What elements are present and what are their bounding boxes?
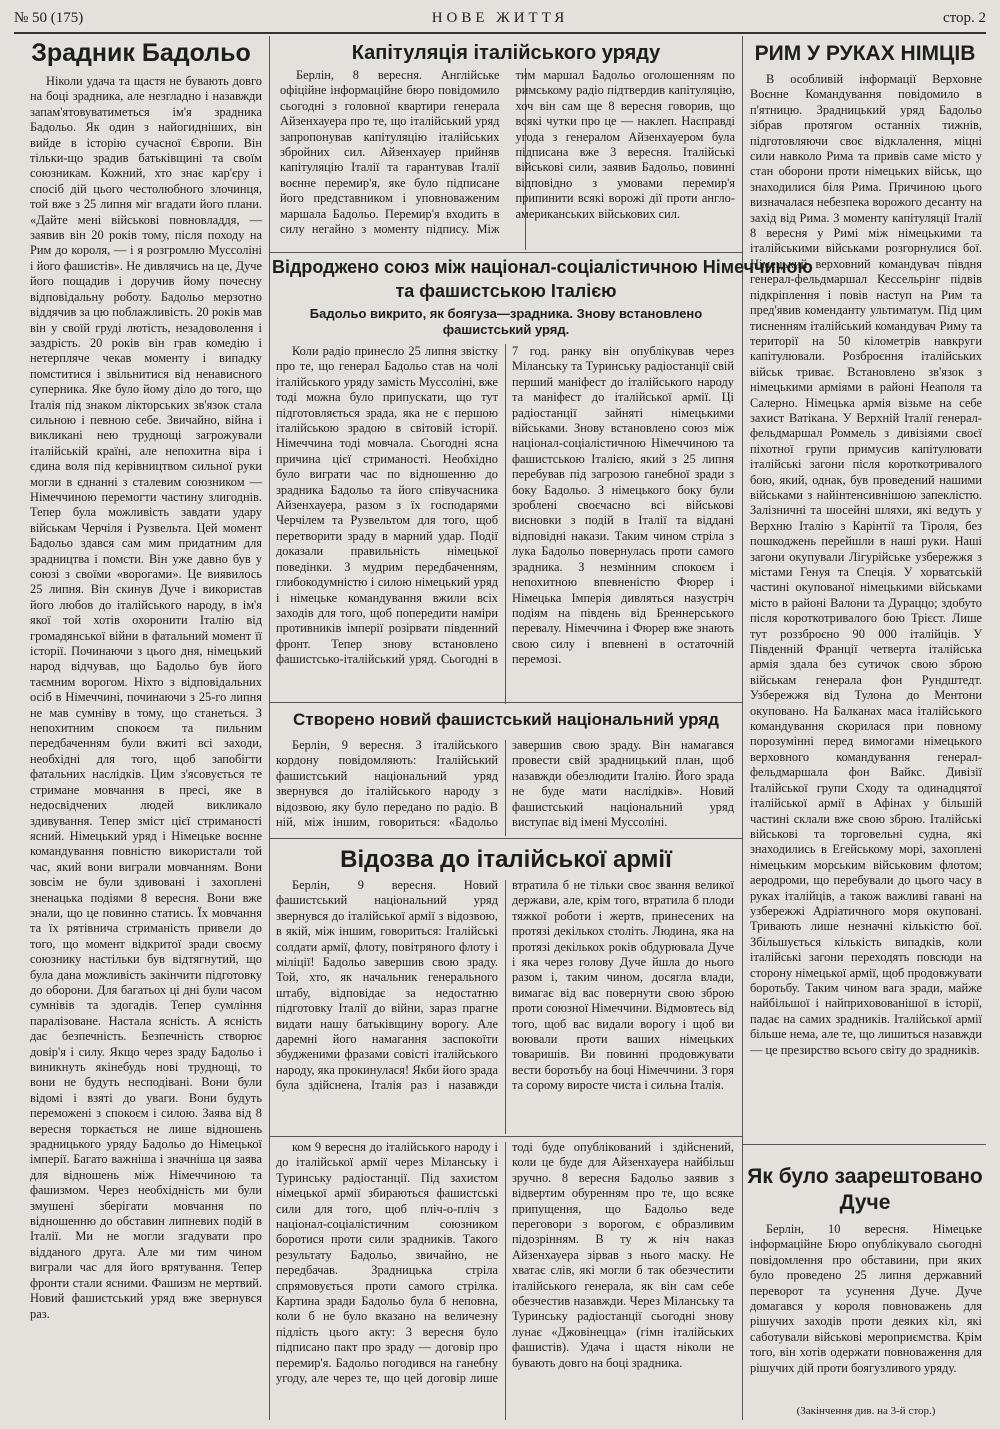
page-number: стор. 2 [942,10,986,26]
article-title-arrest-2: Дуче [839,1191,891,1214]
article-title-rome: РИМ У РУКАХ НІМЦІВ [754,42,976,65]
article-title-alliance-2: та фашистською Італією [395,281,617,301]
column-rule [269,36,270,1420]
article-body-new-government [276,738,734,836]
article-body-capitulation [280,68,735,250]
article-body-rome [750,72,982,1144]
article-title-arrest-1: Як було заарештовано [747,1165,983,1188]
article-text: Коли радіо принесло 25 липня звістку про те, що генерал Бадольо став на чолі італійського уряду замість Муссоліні, вже тоді можна було припускати, що тут підготовляється зрада, яка не є першою італійською зрадою в світовій історії. Німеччина тоді мовчала. Сьогодні ясна причина цієї стриманості. Необхідно було виграти час по відношенню до зрадника Бадольо та його співучасника Айзенхауера, разом з їх господарями Черчілем та Рузвельтом для того, щоб перетворити зраду в марний удар. Події доказали правильність німецької поведінки. З мудрим передбаченням, глибокодумністю і силою німецький уряд і німецьке командування вжили всіх заходів для того, щоб попередити наміри противників імперії розірвати південний фронт. Тепер знову встановлено фашистсько-італійський уряд. Сьогодні в 7 год. ранку він опублікував через Міланську та Туринську радіостанції свій перший маніфест до італійського народу та маніфест до італійської армії. Ці радіостанції зайняті німецькими військами. Знову встановлено союз між націонал-соціалістичною Німеччиною та фашистською Італією, який з 25 липня перебував під загрозою ганебної зради з боку Бадольо. З німецького боку були зроблені своєчасно всі військові висновки з подій в Італії та віддані відповідні накази. Таким чином стріла з лука Бадольо повернулась проти самого зрадника. З незмінним спокоєм і непохитною впевненістю Фюрер і Німецька Імперія дивляться назустріч подіям на південь від Бреннерського перевалу. Німеччина і Фюрер вже знають свою силу і впевнені в остаточній перемозі. [276,344,734,667]
article-text: Ніколи удача та щастя не бувають довго на боці зрадника, але незгладно і назавжди запам'ятовуватиметься ім'я зрадника Бадольо. Як один з найогидніших, він вийде в історію сучасної Європи. Він тільки-що зрадив батьківщині та своїм союзникам. Кожний, хто знає кар'єру і спосіб дій цього честолюбного злочинця, той вже з 25 липня міг вгадати його плани. «Дайте мені військові повновладдя, — заявив він 20 років тому, після походу на Рим до короля, — і я розгромлю Муссоліні і його фашистів». Не дивлячись на це, Дуче його пощадив і доручив йому почесну відповідальну роботу. Бадольо мерзотно віддячив за цю поблажливість. 20 років мав він у своїй груді лютість, незадоволення і заздрість. 20 років він грав комедію і нетерпляче чекав моменту і випадку помститися і звільнитися від ненависного суперника. Яке було йому діло до того, що Італія під знаком лікторських зв'язок стала сильною і певною себе. Звичайно, війна і викликані нею труднощі загрожували італійській країні, але непохитна віра і єдина воля під керівництвом сильної руки могли в єднанні з сталевим союзником — Німеччиною перемогти частину злигоднів. Тепер була можливість завдати удару військам Черчіля і Рузвельта. Цей момент Бадольо здався сам мим придатним для зрадництва і помсти. Він уже давно був у союзі з своїми «ворогами». Це виявилось 25 липня. Він скинув Дуче і використав його любов до італійського народу, в ім'я якої той хотів охоронити Італію від громадянської війни в фатальний момент її історії. Починаючи з цього дня, німецький народ відчував, що Бадольо був його таємним ворогом. Ніхто з відповідальних осіб в Німеччині, починаючи з 25-го липня не мав сумніву в тому, що станеться. З непохитним спокоєм та пильним передбаченням були вжиті всі заходи, необхідні для того, щоб запобігти фатальних наслідків. Цим з'ясовується те стримане мовчання в пресі, яке в недосвідчених людей викликало здивування. Тепер зміст цієї стриманості ясний. Німецький уряд і Німецьке воєнне командування повністю використали той час, який вони виграли мовчанням. Вони зовсім не були здивовані і захоплені зненацька подіями 8 вересня. Вони вже знали, що це повинно статись. Їх мовчання та їх рятівнича стриманість привели до того, що момент відкритої зради своєму союзнику настільки був відтягнутий, що була дана можливість закінчити підготовку до оборони. Для багатьох ці дні були часом сумнівів та здогадів. Тепер сумління паралізоване. Настала ясність. А ясність дає безпечність. Безпечність створює довір'я і силу. Якщо через зраду Бадольо і виникнуть якінебудь нові труднощі, то вони не будуть несподівані. Вони були відомі і взяті до уваги. Вони будуть переможені з спокоєм і силою. Заява від 8 вересня торкається не лише відношень зрадницького уряду Бадольо до Німецької імперії. Багато важніша і значніша ця заява для відношень між Німеччиною та фашизмом. Через необхідність ми були змушені зберігати мовчання по відношенню до обставин липневих подій в Італії. Ми не могли згадувати про відданого друга. Але ми тим чином виграли час для його врятування. Тепер фронти стали ясними. Фашизм не мертвий. Новий фашистський уряд вже звернувся раз. [30,74,262,1321]
section-rule [270,1136,742,1137]
article-title-capitulation: Капітуляція італійського уряду [351,42,661,64]
section-rule [270,702,742,703]
article-body-arrest [750,1222,982,1404]
article-title-traitor: Зрадник Бадольо [31,39,251,67]
article-body-alliance [276,344,734,702]
section-rule [743,1144,986,1145]
article-text: Берлін, 8 вересня. Англійське офіційне інформаційне бюро повідомило сьогодні з головної квартири генерала Айзенхауера про те, що італійський уряд запропонував капітуляцію італійських збройних сил. Айзенхауер прийняв капітуляцію Італії та гарантував Італії воєнне перемир'я, яке було підписане його представником і уповноваженим маршала Бадольо. Перемир'я входить в силу негайно з моменту підпису. Між тим маршал Бадольо оголошенням по римському радіо підтвердив капітуляцію, хоч він сам ще 8 вересня говорив, що всякі чутки про це — наклеп. Насправді угода з генералом Айзенхауером була підписана вже 3 вересня. Італійські військові сили, заявив Бадольо, повинні відповідно з умовами перемир'я припинити всякі ворожі дії проти англо-американських військових сил. [280,68,735,237]
article-text: Берлін, 10 вересня. Німецьке інформаційне Бюро опублікувало сьогодні повідомлення про обставини, при яких було проведено 25 липня державний переворот та усунення Дуче. Дуче домагався у короля повноважень для рішучих заходів проти деяких кіл, які саботували військові мероприємства. Крім того, він хотів одержати повноваження для рішучих дій проти боягузливого уряду. [750,1222,982,1375]
newspaper-title: НОВЕ ЖИТТЯ [431,10,569,26]
article-text: В особливій інформації Верховне Воєнне Командування повідомило в п'ятницю. Зрадницький уряд Бадольо зібрав протягом останніх тижнів, підготовляючи своє відклалення, міцні сили навколо Рима та привів саме місто у стан оборони проти німецьких військ, що знаходилися біля Рима. Причиною цього визначалася небезпека ворожого десанту на захід від Рима. З моменту капітуляції Італії 8 вересня у Римі між німецькими та італійськими військами розгорнулися бої. Німецький верховний командувач півдня генерал-фельдмаршал Кессельрінг підвів підкріплення і повів наступ на Рим та пред'явив коменданту ультиматум. Під цим тисненням італійський командувач Риму та території на 50 кілометрів навкруги капітулювали. Розброєння італійських військ триває. Встановлено зв'язок з німецькими арміями в районі Неаполя та Салерно. Німецька армія візьме на себе захист Ватікана. У Верхній Італії генерал-фельдмаршал Роммель з дивізіями своєї піхотної групи примусив капітулювати італійські загони після короткотривалого бою, який, однак, був проведений нашими військами з найінтенсивнішою запеклістю. Залізничні та шосейні шляхи, які ведуть у Верхню Італію з Карінтії та Тіроля, без пошкоджень перейшли в наші руки. Наші загони окупували Лігурійське узбережжя з містами Генуя та Спеція. У хорватській частині окупованої німецькими військами місто в районі Валони та Дураццо; здобуто після короткотривалого бою Трієст. Лише тут роззброєно 90 000 італійців. У Південній Франції четверта італійська армія здала без сутичок свою зброю військам генерала фон Рундштедт. Узбережжя від Тулона до Ментони окуповано. На Балканах маса італійського командування скорилася при повному порозумінні перед вимогами німецького верховного командування генерал-фельдмаршала фон Вайкс. Дивізії Італійської групи Сходу та одинадцятої італійської армії в Афінах у більшій частині склали вже свою зброю. Італійські військові та торговельні судна, які знаходились в Егейському морі, захоплені німецьким морським військовим флотом; аеродроми, що перебували до цього часу в руках італійців, а також важливі гавані на узбережжі Адріатичного моря окуповані. Тривають лише незначні кількістю бої. Збільшується кількість випадків, коли італійські загони переходять повсюди на сторону німецької армії, щоб продовжувати боротьбу. Таким чином вага зради, майже найбільшої і найприховованішої в історії, падає на самих зрадників. Італійської армії більше нема, але те, що лишиться назавжди — це презирство всього світу до зрадників. [750,72,982,1057]
article-title-alliance-1: Відроджено союз між націонал-соціалістичною Німеччиною [272,257,813,277]
article-body-traitor [30,74,262,1420]
article-body-appeal [276,878,734,1134]
article-body-continuation [276,1140,734,1420]
section-rule [270,838,742,839]
article-text: Берлін, 9 вересня. Новий фашистський національний уряд звернувся до італійської армії з відозвою, в якій, між іншим, говориться: Італійські солдати армії, флоту, повітряного флоту і міліції! Бадольо завершив свою зраду. Той, хто, як начальник генерального штабу, відповідає за недостатню підготовку Італії до війни, зараз прагне видати нашу батьківщину ворогу. Але даремні його намагання заспокоїти збудженими фразами совісті італійського народу, яка прокинулася! Якби його зрада була здійснена, Італія раз і назавжди втратила б не тільки своє звання великої держави, але, крім того, втратила б плоди тяжкої роботи і жертв, принесених на протязі декількох століть. Людина, яка на протязі декількох років обдурювала Дуче і яка через голову Дуче йшла до нього разом і, таким чином, досягла влади, вимагає від вас повернути свою зброю проти союзної Німеччини. Відмовтесь від того, щоб вас видали ворогу і щоб ви воювали проти ваших німецьких товаришів. Ви повинні продовжувати вести боротьбу на боці Німеччини. З горя та сорому виросте чиста і сильна Італія. [276,878,734,1093]
article-title-new-government: Створено новий фашистський національний уряд [293,710,719,729]
issue-number: № 50 (175) [14,10,84,26]
article-text: Берлін, 9 вересня. З італійського кордону повідомляють: Італійський фашистський національний уряд звернувся до італійського народу з відозвою, яку було передано по радіо. В ній, між іншим, говориться: «Бадольо завершив свою зраду. Він намагався провести свій зрадницький план, щоб назавжди обезлюдити Італію. Його зрада не буде мати наслідків». Новий фашистський національний уряд виступає від імені Муссоліні. [276,738,734,830]
article-text: ком 9 вересня до італійського народу і до італійської армії через Міланську і Туринську радіостанції. Під захистом німецької армії збираються фашистські сили для того, щоб пліч-о-пліч з націонал-соціалістичним союзником боротися проти сили зрадників. Такого результату Бадольо, звичайно, не передбачав. Зрадницька стріла спрямовується проти самого стрілка. Картина зради Бадольо була б неповна, коли б не було вказано на величезну підлість цього акту: 3 вересня було підписано пакт про зраду — договір про перемир'я. Бадольо погодився на ганебну угоду, але через те, що цей договір лише тоді буде опублікований і здійснений, коли це буде для Айзенхауера найбільш зручно. 8 вересня Бадольо заявив з відвертим обуренням про те, що всяке припущення, що Бадольо веде переговори з ворогом, є образливим підозрінням. В ту ж ніч наказ Айзенхауера зірвав з нього маску. Не хватає слів, які могли б так обезчестити італійського генерала, як він сам себе обезчестив назавжди. Через Міланську та Туринську радіостанції сьогодні знову лунає «Джовінецца» (гімн італійських фашистів). Удача і щастя ніколи не бувають довго на боці зрадника. [276,1140,734,1386]
article-title-appeal: Відозва до італійської армії [340,846,672,873]
section-rule [270,252,742,253]
column-rule [742,36,743,1420]
masthead [14,6,986,34]
continuation-note: (Закінчення див. на 3-й стор.) [796,1405,936,1417]
article-subtitle-alliance: Бадольо викрито, як боягуза—зрадника. Знову встановлено фашистський уряд. [309,306,703,337]
